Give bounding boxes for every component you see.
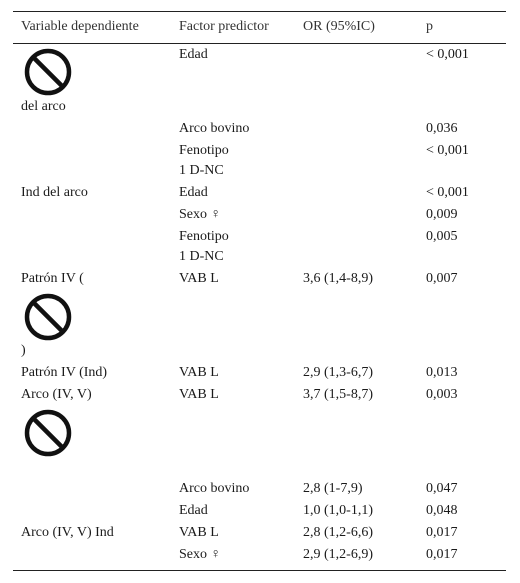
row-3-p: < 0,001 — [426, 185, 469, 200]
header-predictor: Factor predictor — [179, 19, 269, 34]
row-10-predictor: Edad — [179, 503, 208, 518]
row-6-or: 3,6 (1,4-8,9) — [303, 271, 373, 286]
row-11-predictor: VAB L — [179, 525, 219, 540]
row-12-p: 0,017 — [426, 547, 458, 562]
row-7-dependent: Patrón IV (Ind) — [21, 365, 108, 380]
row-8-dependent: Arco (IV, V) — [21, 387, 92, 402]
row-12-predictor: Sexo ♀ — [179, 547, 221, 562]
row-12-or: 2,9 (1,2-6,9) — [303, 547, 373, 562]
row-8-or: 3,7 (1,5-8,7) — [303, 387, 373, 402]
row-9-predictor: Arco bovino — [179, 481, 250, 496]
header-p: p — [426, 19, 433, 34]
row-5-p: 0,005 — [426, 229, 458, 244]
row-2-predictor-line2: 1 D-NC — [179, 163, 224, 178]
row-11-p: 0,017 — [426, 525, 458, 540]
row-3-predictor: Edad — [179, 185, 208, 200]
row-1-p: 0,036 — [426, 121, 458, 136]
row-7-or: 2,9 (1,3-6,7) — [303, 365, 373, 380]
header-dependent-variable: Variable dependiente — [21, 19, 139, 34]
row-7-predictor: VAB L — [179, 365, 219, 380]
bottom-rule — [13, 570, 506, 571]
row-11-or: 2,8 (1,2-6,6) — [303, 525, 373, 540]
header-or-ci: OR (95%IC) — [303, 19, 375, 34]
row-9-p: 0,047 — [426, 481, 458, 496]
row-4-p: 0,009 — [426, 207, 458, 222]
row-6-predictor: VAB L — [179, 271, 219, 286]
row-0-p: < 0,001 — [426, 47, 469, 62]
row-4-predictor: Sexo ♀ — [179, 207, 221, 222]
row-5-predictor-line1: Fenotipo — [179, 229, 229, 244]
row-5-predictor-line2: 1 D-NC — [179, 249, 224, 264]
diameter-symbol-icon — [20, 291, 76, 343]
diameter-symbol-icon — [20, 46, 76, 98]
row-1-predictor: Arco bovino — [179, 121, 250, 136]
row-10-or: 1,0 (1,0-1,1) — [303, 503, 373, 518]
diameter-symbol-icon — [20, 407, 76, 459]
row-11-dependent: Arco (IV, V) Ind — [21, 525, 114, 540]
row-2-p: < 0,001 — [426, 143, 469, 158]
row-3-dependent: Ind del arco — [21, 185, 88, 200]
row-6-p: 0,007 — [426, 271, 458, 286]
row-2-predictor-line1: Fenotipo — [179, 143, 229, 158]
row-0-predictor: Edad — [179, 47, 208, 62]
row-9-or: 2,8 (1-7,9) — [303, 481, 363, 496]
row-10-p: 0,048 — [426, 503, 458, 518]
row-8-predictor: VAB L — [179, 387, 219, 402]
top-rule — [13, 11, 506, 12]
row-6-dependent-suffix: ) — [21, 343, 26, 358]
header-rule — [13, 43, 506, 44]
row-0-dependent-suffix: del arco — [21, 99, 66, 114]
row-8-p: 0,003 — [426, 387, 458, 402]
row-7-p: 0,013 — [426, 365, 458, 380]
row-6-dependent: Patrón IV ( — [21, 271, 84, 286]
